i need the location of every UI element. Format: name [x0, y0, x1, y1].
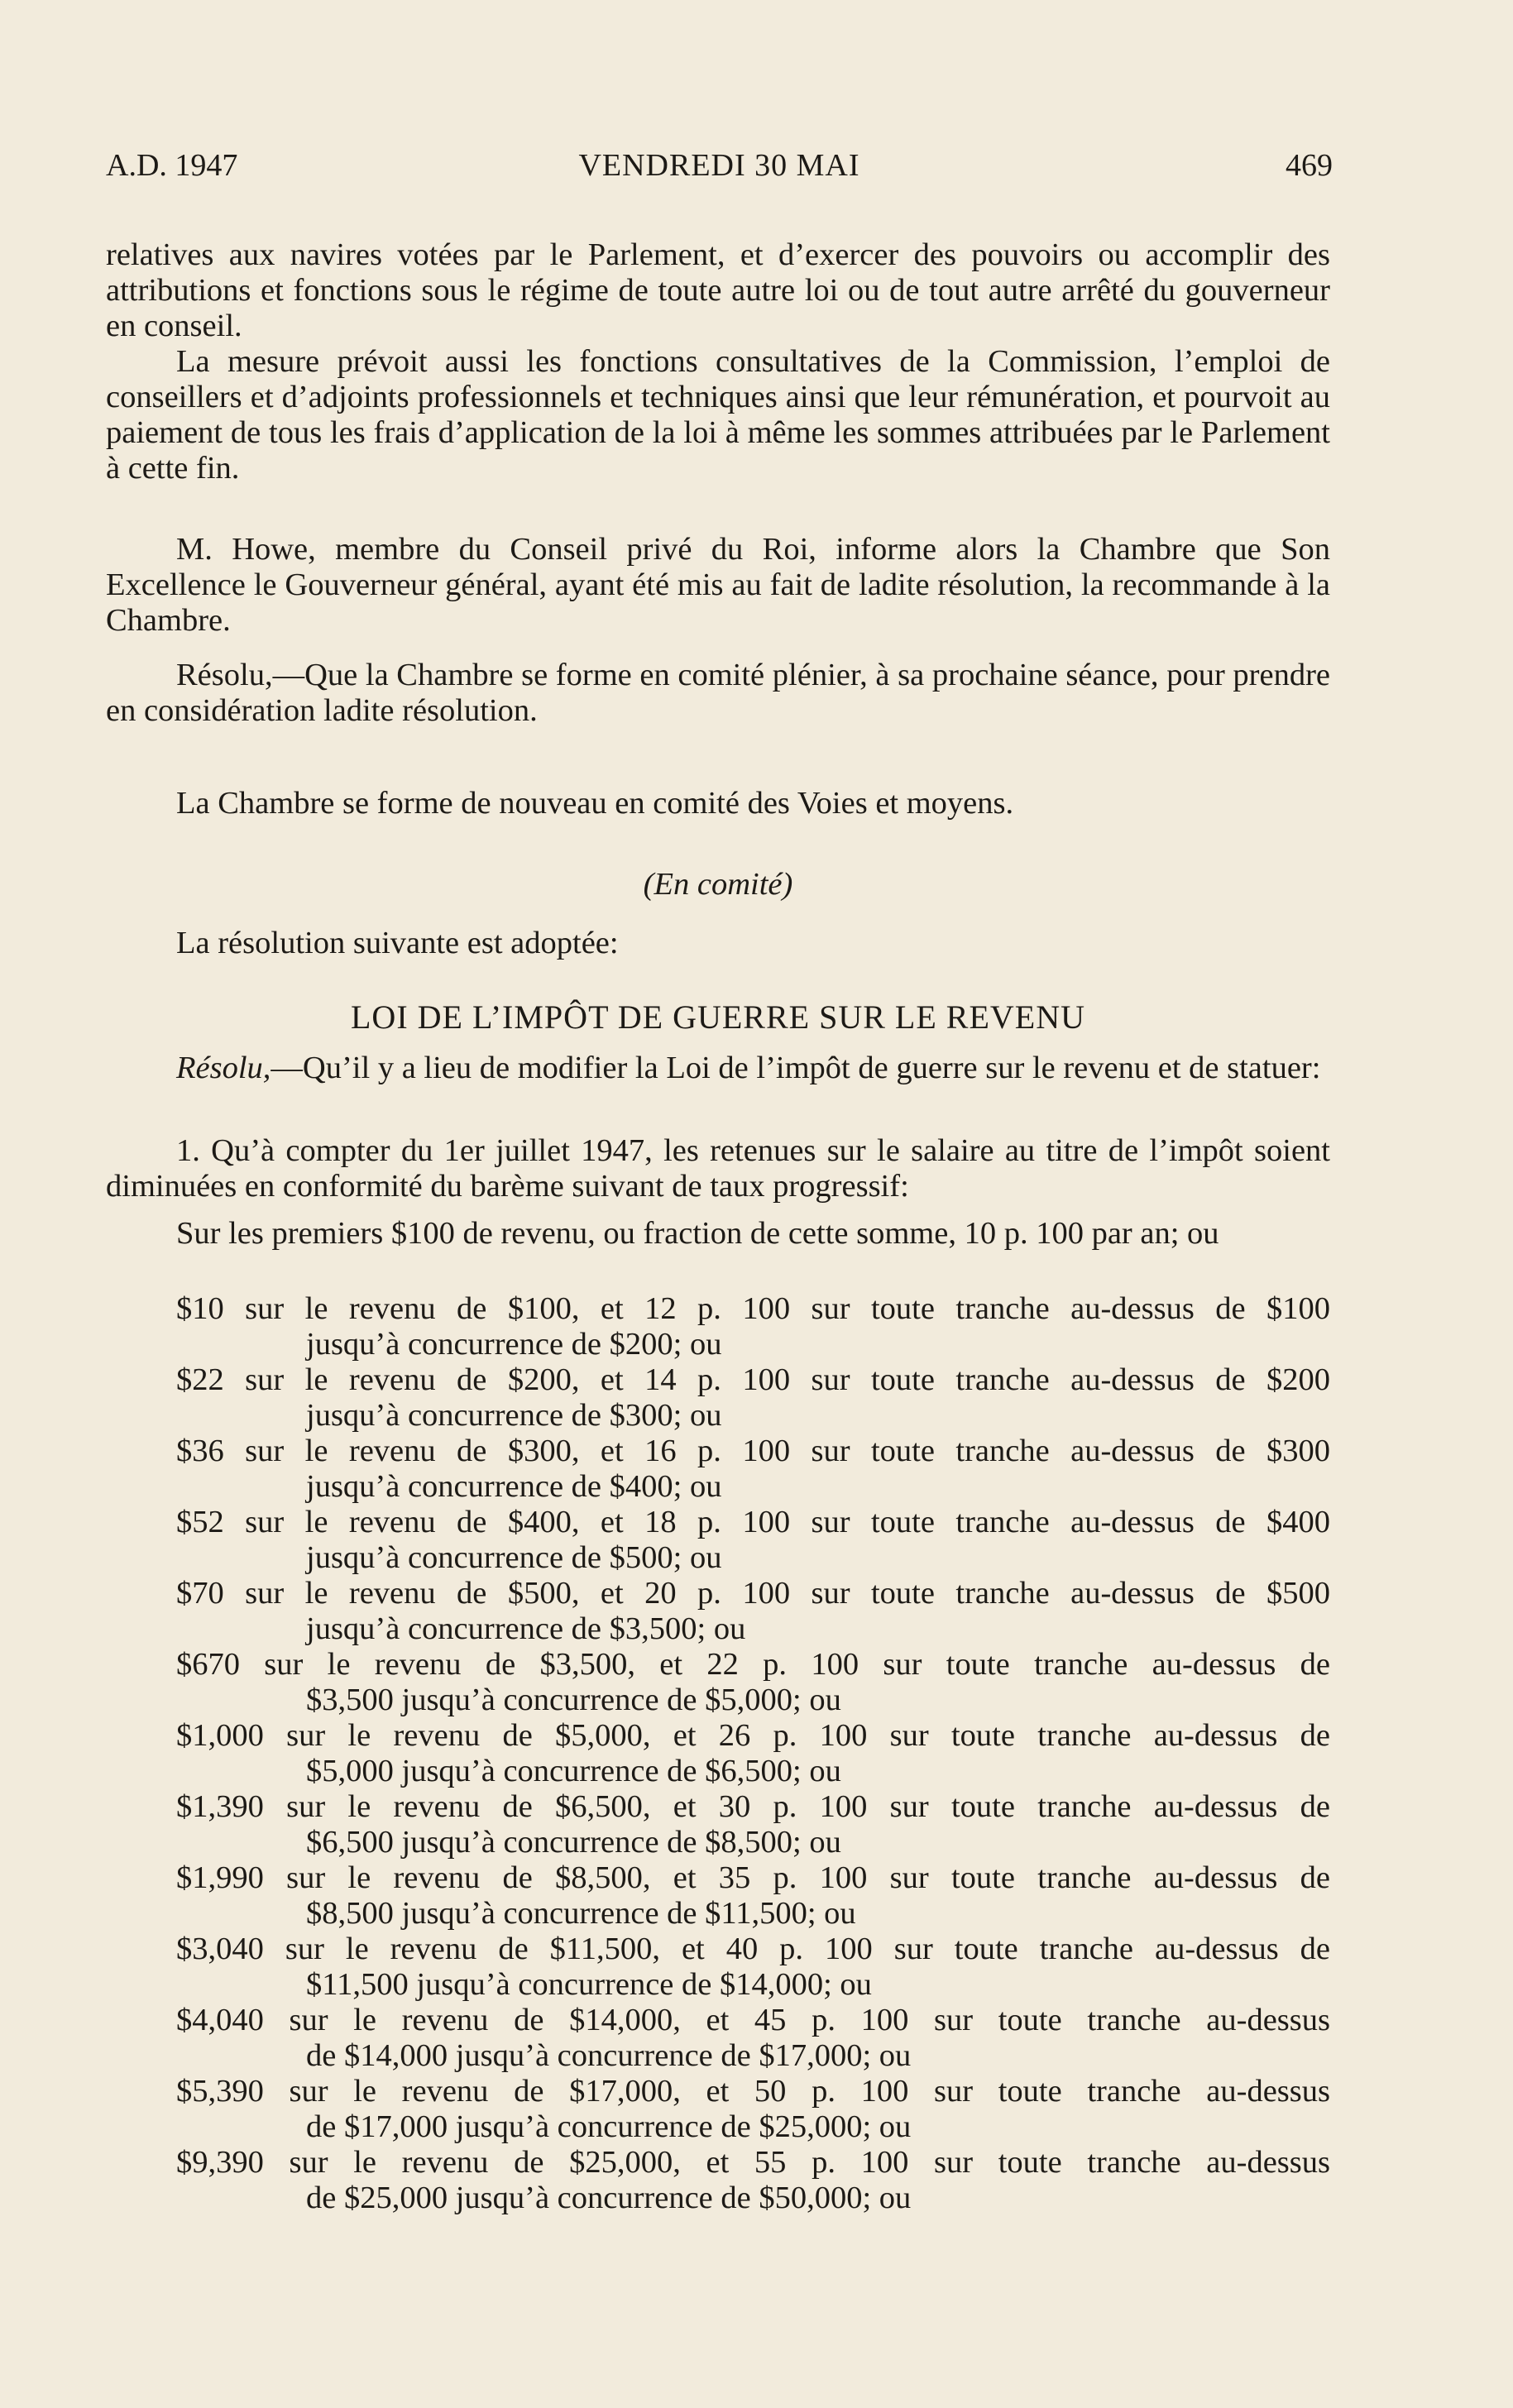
paragraph-9 — [106, 1133, 1330, 1204]
schedule-item-line-2: $5,000 jusqu’à concurrence de $6,500; ou — [306, 1754, 841, 1788]
schedule-item-line-2: jusqu’à concurrence de $300; ou — [306, 1398, 722, 1433]
page-header — [106, 147, 1333, 189]
schedule-item-line-2: $3,500 jusqu’à concurrence de $5,000; ou — [306, 1683, 841, 1717]
paragraph-text-rest: —Qu’il y a lieu de modifier la Loi de l’impôt de guerre sur le revenu et de statuer: — [271, 1051, 1321, 1085]
header-year: A.D. 1947 — [106, 148, 238, 183]
header-date: VENDREDI 30 MAI — [578, 148, 860, 183]
schedule-item — [106, 1860, 1330, 1932]
schedule-item — [106, 1291, 1330, 1362]
paragraph-4 — [106, 658, 1330, 729]
schedule-item-line-1: $670 sur le revenu de $3,500, et 22 p. 100 sur toute tranche au-dessus de — [176, 1647, 1330, 1682]
schedule-item — [106, 2074, 1330, 2145]
schedule-item-line-2: $8,500 jusqu’à concurrence de $11,500; ou — [306, 1896, 856, 1931]
schedule-item — [106, 1718, 1330, 1789]
schedule-item-line-2: $11,500 jusqu’à concurrence de $14,000; ou — [306, 1967, 872, 2002]
schedule-item — [106, 1434, 1330, 1505]
paragraph-5 — [106, 786, 1330, 821]
paragraph-8 — [106, 1051, 1330, 1086]
tax-rate-schedule — [106, 1291, 1330, 2216]
schedule-item-line-1: $5,390 sur le revenu de $17,000, et 50 p. 100 sur toute tranche au-dessus — [176, 2074, 1330, 2109]
paragraph-text: Sur les premiers $100 de revenu, ou fraction de cette somme, 10 p. 100 par an; ou — [176, 1216, 1219, 1251]
schedule-item-line-2: $6,500 jusqu’à concurrence de $8,500; ou — [306, 1825, 841, 1860]
schedule-item-line-2: de $25,000 jusqu’à concurrence de $50,000; ou — [306, 2181, 912, 2215]
schedule-item — [106, 1789, 1330, 1860]
schedule-item — [106, 1932, 1330, 2003]
paragraph-text — [106, 1051, 1330, 1086]
schedule-item-line-2: de $17,000 jusqu’à concurrence de $25,000; ou — [306, 2109, 912, 2144]
schedule-item-line-1: $4,040 sur le revenu de $14,000, et 45 p. 100 sur toute tranche au-dessus — [176, 2003, 1330, 2037]
schedule-item — [106, 1505, 1330, 1576]
section-title — [106, 999, 1330, 1035]
paragraph-text: La Chambre se forme de nouveau en comité des Voies et moyens. — [176, 786, 1014, 821]
paragraph-text: La mesure prévoit aussi les fonctions consultatives de la Commission, l’emploi de conseillers et d’adjoints professionnels et techniques ainsi que leur rémunération, et pourvoit au paiement de tous les frais d’application de la loi à même les sommes attribuées par le Parlement à cette fin. — [106, 344, 1330, 486]
schedule-item-line-1: $22 sur le revenu de $200, et 14 p. 100 sur toute tranche au-dessus de $200 — [176, 1362, 1330, 1397]
schedule-item-line-2: jusqu’à concurrence de $200; ou — [306, 1327, 722, 1362]
page-number: 469 — [1286, 148, 1333, 183]
paragraph-text: La résolution suivante est adoptée: — [176, 926, 619, 960]
schedule-item — [106, 2003, 1330, 2074]
schedule-item-line-2: de $14,000 jusqu’à concurrence de $17,000; ou — [306, 2038, 912, 2073]
paragraph-text: M. Howe, membre du Conseil privé du Roi, informe alors la Chambre que Son Excellence le Gouverneur général, ayant été mis au fait de ladite résolution, la recommande à la Chambre. — [106, 532, 1330, 638]
schedule-item-line-1: $1,990 sur le revenu de $8,500, et 35 p. 100 sur toute tranche au-dessus de — [176, 1860, 1330, 1895]
resolu-italic: Résolu, — [176, 1051, 271, 1085]
paragraph-1 — [106, 237, 1330, 344]
schedule-item-line-2: jusqu’à concurrence de $400; ou — [306, 1469, 722, 1504]
section-title-text: LOI DE L’IMPÔT DE GUERRE SUR LE REVENU — [351, 998, 1085, 1036]
paragraph-text: (En comité) — [643, 867, 793, 902]
paragraph-7 — [106, 926, 1330, 961]
schedule-item-line-1: $1,390 sur le revenu de $6,500, et 30 p. 100 sur toute tranche au-dessus de — [176, 1789, 1330, 1824]
in-committee-note — [106, 867, 1330, 902]
paragraph-text: Résolu,—Que la Chambre se forme en comité plénier, à sa prochaine séance, pour prendre en considération ladite résolution. — [106, 658, 1330, 728]
paragraph-text: relatives aux navires votées par le Parlement, et d’exercer des pouvoirs ou accomplir des attributions et fonctions sous le régime de toute autre loi ou de tout autre arrêté du gouverneur en conseil. — [106, 237, 1330, 343]
schedule-item-line-1: $1,000 sur le revenu de $5,000, et 26 p. 100 sur toute tranche au-dessus de — [176, 1718, 1330, 1753]
schedule-item-line-1: $36 sur le revenu de $300, et 16 p. 100 sur toute tranche au-dessus de $300 — [176, 1434, 1330, 1468]
schedule-item — [106, 1647, 1330, 1718]
paragraph-2 — [106, 344, 1330, 486]
schedule-item-line-1: $9,390 sur le revenu de $25,000, et 55 p. 100 sur toute tranche au-dessus — [176, 2145, 1330, 2180]
schedule-item — [106, 1576, 1330, 1647]
schedule-item — [106, 1362, 1330, 1434]
schedule-item-line-1: $3,040 sur le revenu de $11,500, et 40 p. 100 sur toute tranche au-dessus de — [176, 1932, 1330, 1966]
schedule-item-line-1: $52 sur le revenu de $400, et 18 p. 100 sur toute tranche au-dessus de $400 — [176, 1505, 1330, 1539]
paragraph-10 — [106, 1216, 1330, 1252]
schedule-item-line-2: jusqu’à concurrence de $3,500; ou — [306, 1611, 746, 1646]
schedule-item-line-1: $70 sur le revenu de $500, et 20 p. 100 sur toute tranche au-dessus de $500 — [176, 1576, 1330, 1611]
paragraph-text: 1. Qu’à compter du 1er juillet 1947, les retenues sur le salaire au titre de l’impôt soient diminuées en conformité du barème suivant de taux progressif: — [106, 1133, 1330, 1204]
schedule-item — [106, 2145, 1330, 2216]
schedule-item-line-1: $10 sur le revenu de $100, et 12 p. 100 sur toute tranche au-dessus de $100 — [176, 1291, 1330, 1326]
schedule-item-line-2: jusqu’à concurrence de $500; ou — [306, 1540, 722, 1575]
paragraph-3 — [106, 532, 1330, 639]
